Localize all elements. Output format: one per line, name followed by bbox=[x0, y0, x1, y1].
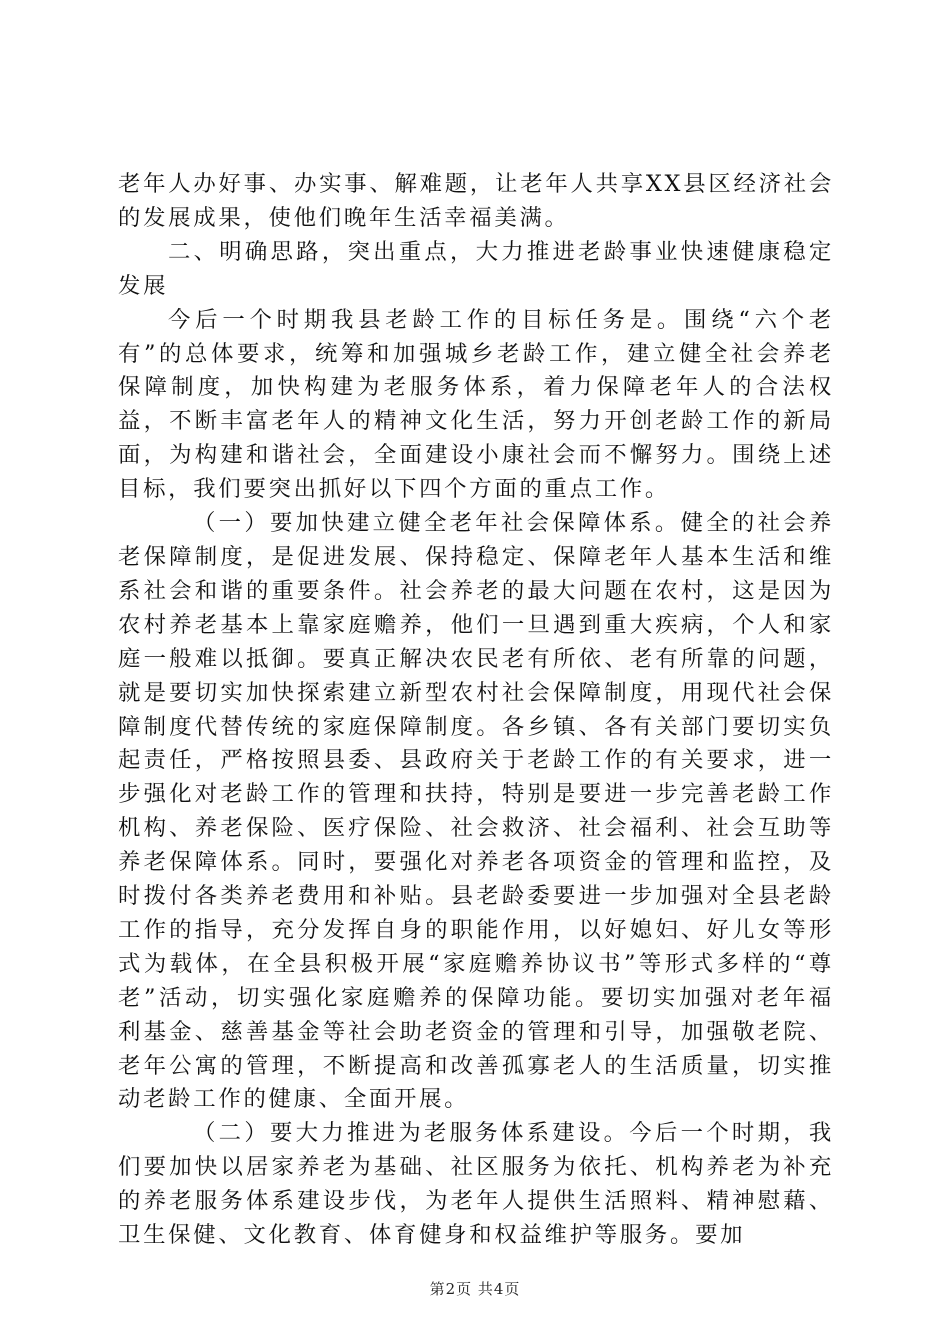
document-body bbox=[118, 168, 834, 1253]
paragraph-goals: 今后一个时期我县老龄工作的目标任务是。围绕“六个老有”的总体要求，统筹和加强城乡老龄工作，建立健全社会养老保障制度，加快构建为老服务体系，着力保障老年人的合法权益，不断丰富老年人的精神文化生活，努力开创老龄工作的新局面，为构建和谐社会，全面建设小康社会而不懈努力。围绕上述目标，我们要突出抓好以下四个方面的重点工作。 bbox=[118, 306, 834, 503]
paragraph-subsection-2: （二）要大力推进为老服务体系建设。今后一个时期，我们要加快以居家养老为基础、社区服务为依托、机构养老为补充的养老服务体系建设步伐，为老年人提供生活照料、精神慰藉、卫生保健、文化教育、体育健身和权益维护等服务。要加 bbox=[118, 1120, 834, 1249]
paragraph-subsection-1: （一）要加快建立健全老年社会保障体系。健全的社会养老保障制度，是促进发展、保持稳定、保障老年人基本生活和维系社会和谐的重要条件。社会养老的最大问题在农村，这是因为农村养老基本上靠家庭赡养，他们一旦遇到重大疾病，个人和家庭一般难以抵御。要真正解决农民老有所依、老有所靠的问题，就是要切实加快探索建立新型农村社会保障制度，用现代社会保障制度代替传统的家庭保障制度。各乡镇、各有关部门要切实负起责任，严格按照县委、县政府关于老龄工作的有关要求，进一步强化对老龄工作的管理和扶持，特别是要进一步完善老龄工作机构、养老保险、医疗保险、社会救济、社会福利、社会互助等养老保障体系。同时，要强化对养老各项资金的管理和监控，及时拨付各类养老费用和补贴。县老龄委要进一步加强对全县老龄工作的指导，充分发挥自身的职能作用，以好媳妇、好儿女等形式为载体，在全县积极开展“家庭赡养协议书”等形式多样的“尊老”活动，切实强化家庭赡养的保障功能。要切实加强对老年福利基金、慈善基金等社会助老资金的管理和引导，加强敬老院、老年公寓的管理，不断提高和改善孤寡老人的生活质量，切实推动老龄工作的健康、全面开展。 bbox=[118, 510, 834, 1113]
paragraph-continuation: 老年人办好事、办实事、解难题，让老年人共享XX县区经济社会的发展成果，使他们晚年生活幸福美满。 bbox=[118, 171, 834, 231]
page-footer: 第2页 共4页 bbox=[429, 1280, 521, 1298]
section-heading: 二、明确思路，突出重点，大力推进老龄事业快速健康稳定发展 bbox=[118, 238, 834, 299]
